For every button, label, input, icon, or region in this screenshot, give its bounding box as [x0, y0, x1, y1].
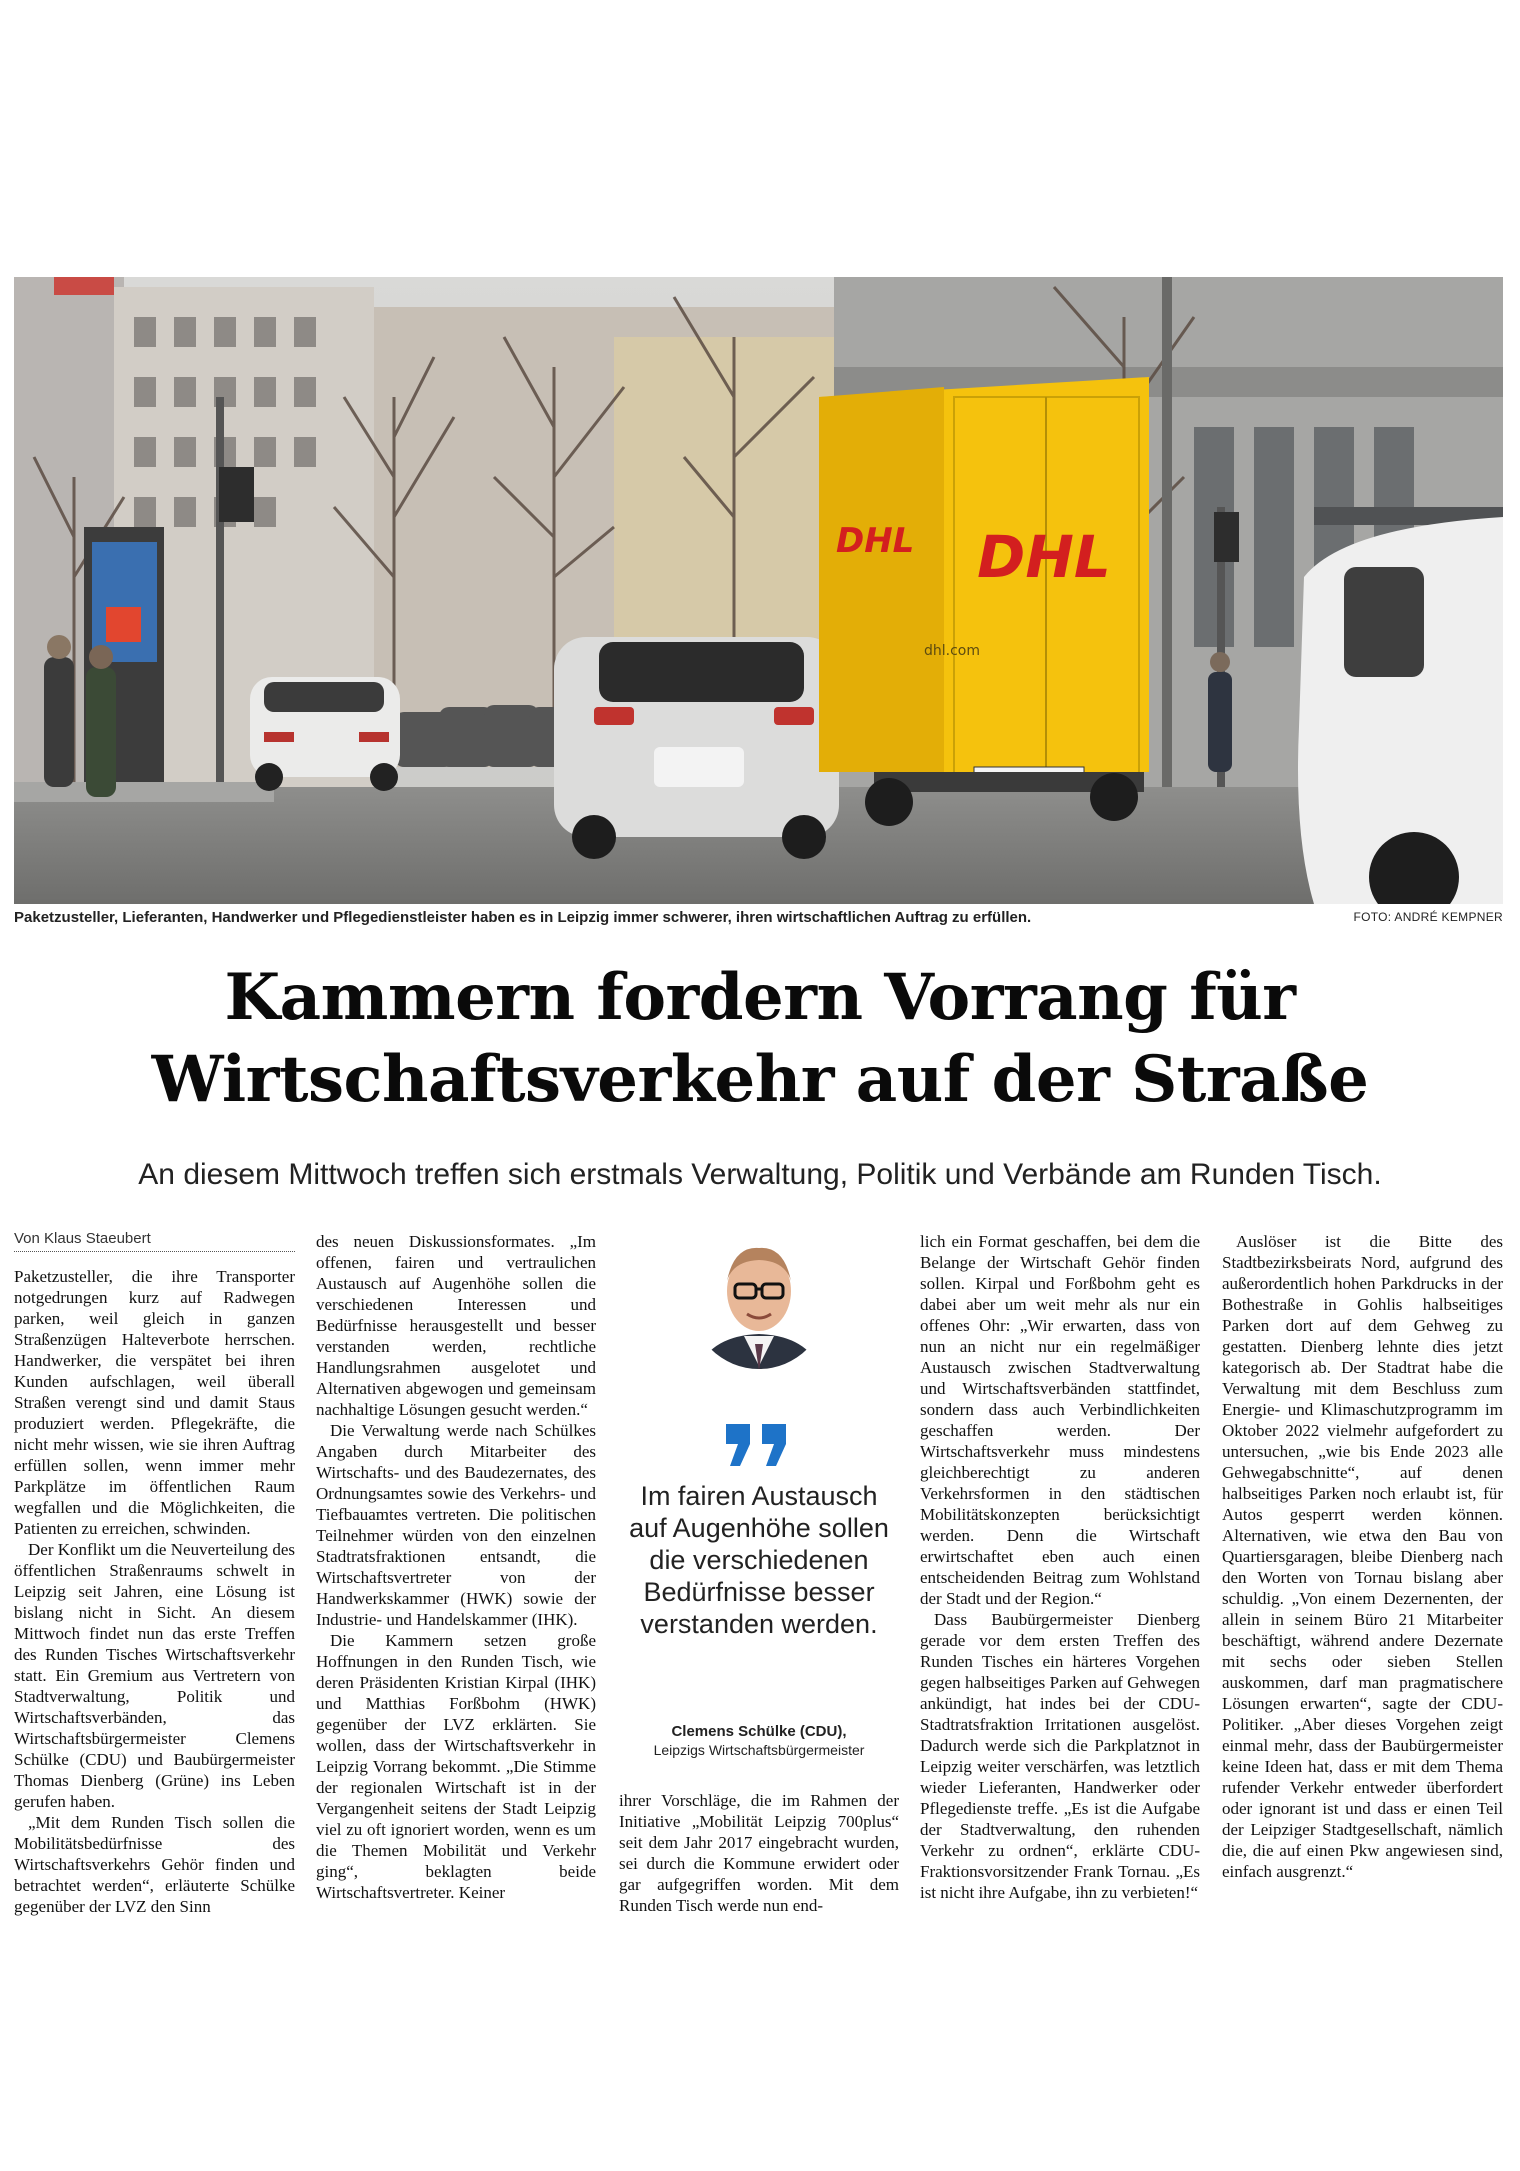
svg-text:dhl.com: dhl.com [924, 643, 980, 659]
subheadline: An diesem Mittwoch treffen sich erstmals Verwaltung, Politik und Verbände am Runden Tisch. [138, 1158, 1382, 1191]
article-column-3 [619, 1790, 899, 1916]
portrait-photo [689, 1226, 829, 1381]
headline-line-1: Kammern fordern Vorrang für [224, 960, 1296, 1035]
quote-author-name: Clemens Schülke (CDU), [671, 1723, 847, 1740]
headline-line-2: Wirtschaftsverkehr auf der Straße [151, 1042, 1369, 1117]
paragraph: Die Kammern setzen große Hoffnungen in den Runden Tisch, wie deren Präsidenten Kristian Kirpal (IHK) und Matthias Forßbohm (HWK) gegenüber der LVZ erklärten. Sie wollen, dass der Wirtschaftsverkehr in Leipzig Vorrang bekommt. „Die Stimme der regionalen Wirtschaft ist in der Vergangenheit seitens der Stadt Leipzig viel zu oft ignoriert worden, wenn es um die Themen Mobilität und Verkehr ging“, beklagten beide Wirtschaftsvertreter. Keiner [316, 1631, 596, 1902]
byline: Von Klaus Staeubert [14, 1230, 295, 1252]
paragraph: Die Verwaltung werde nach Schülkes Angaben durch Mitarbeiter des Wirtschafts- und des Baudezernates, des Ordnungsamtes sowie des Verkehrs- und Tiefbauamtes vertreten. Die politischen Teilnehmer würden von den einzelnen Stadtratsfraktionen entsandt, die Wirtschaftsvertreter von der Handwerkskammer (HWK) sowie der Industrie- und Handelskammer (IHK). [316, 1421, 596, 1629]
quote-mark-icon [722, 1420, 792, 1468]
article-column-4 [920, 1231, 1200, 1903]
pull-quote: Im fairen Austausch auf Augenhöhe sollen die verschiedenen Bedürfnisse besser verstanden werden. [629, 1481, 889, 1639]
street-photo [14, 277, 1503, 904]
paragraph: Der Konflikt um die Neuverteilung des öffentlichen Straßenraums schwelt in Leipzig seit Jahren, eine Lösung ist bislang nicht in Sicht. An diesem Mittwoch findet nun das erste Treffen des Runden Tisches Wirtschaftsverkehr statt. Ein Gremium aus Vertretern von Stadtverwaltung, Politik und Wirtschaftsverbänden, das Wirtschaftsbürgermeister Clemens Schülke (CDU) und Baubürgermeister Thomas Dienberg (Grüne) ins Leben gerufen haben. [14, 1540, 295, 1811]
article-column-1 [14, 1266, 295, 1917]
article-column-5 [1222, 1231, 1503, 1882]
photo-caption [14, 909, 1503, 931]
svg-text:DHL: DHL [836, 521, 915, 561]
paragraph: des neuen Diskussionsformates. „Im offenen, fairen und vertraulichen Austausch auf Augenhöhe sollen die verschiedenen Interessen und Bedürfnisse herausgestellt und besser verstanden werden, rechtliche Handlungsrahmen ausgelotet und Alternativen abgewogen und gemeinsam nachhaltige Lösungen gesucht werden.“ [316, 1232, 596, 1419]
photo-credit: FOTO: ANDRÉ KEMPNER [1353, 910, 1503, 924]
headline [0, 957, 1520, 1121]
svg-text:DHL: DHL [977, 523, 1111, 591]
article-column-2 [316, 1231, 596, 1903]
paragraph: Paketzusteller, die ihre Transporter notgedrungen kurz auf Radwegen parken, weil gleich in ganzen Straßenzügen Halteverbote herrschen. Handwerker, die verspätet bei ihren Kunden aufschlagen, weil überall Straßen verengt sind und damit Staus produziert werden. Pflegekräfte, die nicht mehr wissen, wie sie ihren Auftrag erfüllen sollen, wenn immer mehr Parkplätze im öffentlichen Raum wegfallen und die Möglichkeiten, die Patienten zu erreichen, schwinden. [14, 1267, 295, 1538]
paragraph: lich ein Format geschaffen, bei dem die Belange der Wirtschaft Gehör finden sollen. Kirpal und Forßbohm geht es dabei aber um weit mehr als nur ein offenes Ohr: „Wir erwarten, dass von nun an nicht nur ein regelmäßiger Austausch zwischen Stadtverwaltung und Wirtschaftsverbänden stattfindet, sondern dass auch Verbindlichkeiten geschaffen werden. Der Wirtschaftsverkehr muss mindestens gleichberechtigt zu anderen Verkehrsformen in den städtischen Mobilitätskonzepten berücksichtigt werden. Denn die Wirtschaft erwirtschaftet eben auch einen entscheidenden Beitrag zum Wohlstand der Stadt und der Region.“ [920, 1232, 1200, 1608]
paragraph: Dass Baubürgermeister Dienberg gerade vor dem ersten Treffen des Runden Tisches ein härteres Vorgehen gegen halbseitiges Parken auf Gehwegen ankündigt, hat indes bei der CDU-Stadtratsfraktion Irritationen ausgelöst. Dadurch werde sich die Parkplatznot in Leipzig weiter verschärfen, was letztlich wieder Lieferanten, Handwerker oder Pflegedienste treffe. „Es ist die Aufgabe der Stadtverwaltung, den ruhenden Verkehr zu ordnen“, erklärte CDU-Fraktionsvorsitzender Frank Tornau. „Es ist nicht ihre Aufgabe, ihn zu verbieten!“ [920, 1610, 1200, 1902]
paragraph: ihrer Vorschläge, die im Rahmen der Initiative „Mobilität Leipzig 700plus“ seit dem Jahr 2017 eingebracht wurden, sei durch die Kommune erwidert oder gar aufgegriffen worden. Mit dem Runden Tisch werde nun end- [619, 1791, 899, 1915]
paragraph: Auslöser ist die Bitte des Stadtbezirksbeirats Nord, aufgrund des außerordentlich hohen Parkdrucks in der Bothestraße in Gohlis halbseitiges Parken dort auf dem Gehweg zu gestatten. Dienberg lehnte dies jetzt kategorisch ab. Der Stadtrat habe die Verwaltung mit dem Beschluss zum Energie- und Klimaschutzprogramm im Oktober 2022 vielmehr aufgefordert zu untersuchen, „wie bis Ende 2023 alle Gehwegabschnitte“, auf denen halbseitiges Parken noch erlaubt ist, für Autos gesperrt werden können. Alternativen, wie etwa den Bau von Quartiersgaragen, bleibe Dienberg nach den Worten von Tornau bislang aber schuldig. „Von einem Dezernenten, der allein in seinem Büro 21 Mitarbeiter beschäftigt, während andere Dezernate mit sechs oder sieben Stellen auskommen, darf man pragmatischere Lösungen erwarten“, sagte der CDU-Politiker. „Aber dieses Vorgehen zeigt einmal mehr, dass der Baubürgermeister keine Ideen hat, dass er mit dem Thema rufender Verkehr entweder überfordert oder ignorant ist und dass er einen Teil der Leipziger Stadtgesellschaft, nämlich die, die auf einen Pkw angewiesen sind, einfach ausgrenzt.“ [1222, 1232, 1503, 1881]
paragraph: „Mit dem Runden Tisch sollen die Mobilitätsbedürfnisse des Wirtschaftsverkehrs Gehör finden und betrachtet werden“, erläuterte Schülke gegenüber der LVZ den Sinn [14, 1813, 295, 1916]
caption-text: Paketzusteller, Lieferanten, Handwerker und Pflegedienstleister haben es in Leipzig immer schwerer, ihren wirtschaftlichen Auftrag zu erfüllen. [14, 909, 1032, 926]
quote-attribution [619, 1722, 899, 1760]
quote-author-role: Leipzigs Wirtschaftsbürgermeister [653, 1742, 865, 1758]
